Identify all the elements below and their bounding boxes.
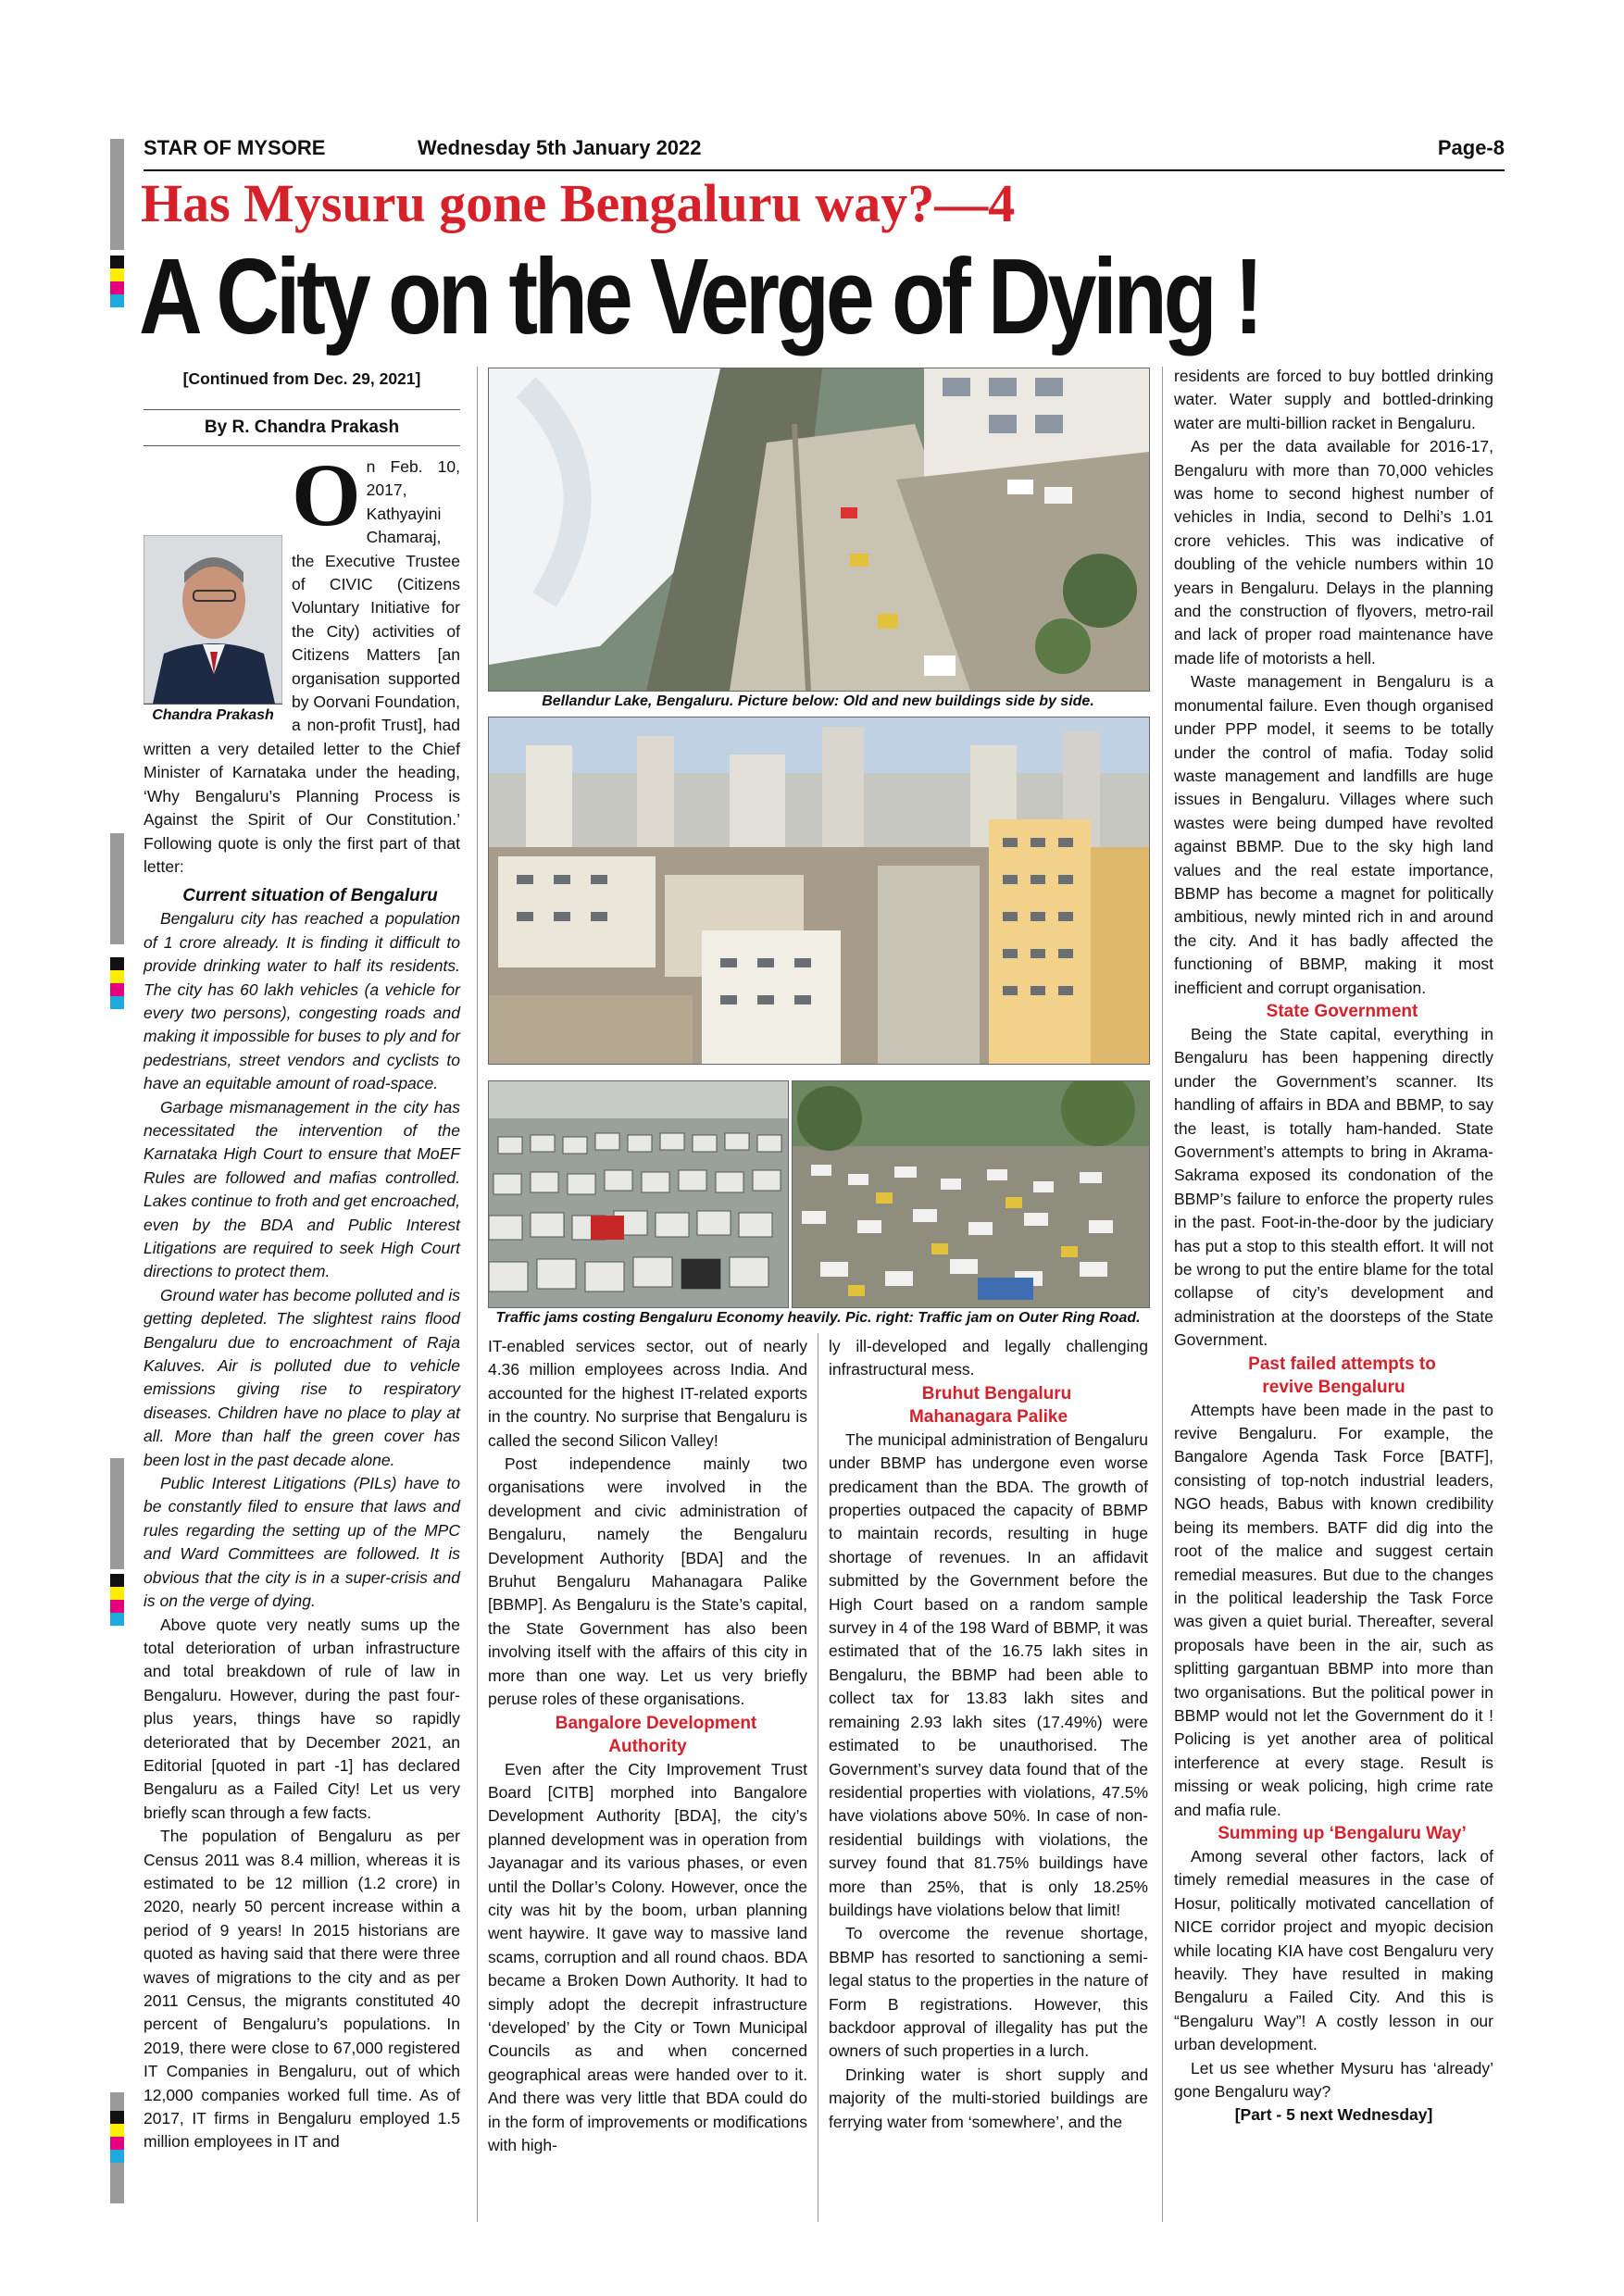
- main-headline: A City on the Verge of Dying !: [139, 236, 1260, 356]
- column-4: [1174, 365, 1493, 2128]
- body-paragraph: Being the State capital, everything in Bengaluru has been happening directly under the Government’s scanner. Its handling of affairs in BDA and BBMP, to say the least, is totally ham-handed. State Government’s attempts to bring in Akrama-Sakrama exposed its condonation of the BBMP’s failure to enforce the property rules in the past. Foot-in-the-door by the judiciary has put a stop to this stealth effort. It will not be wrong to put the entire blame for the total collapse of city’s development and administration at the doorsteps of the State Government.: [1174, 1024, 1493, 1350]
- body-paragraph: ly ill-developed and legally challenging infrastructural mess.: [829, 1337, 1148, 1379]
- registration-bar: [110, 833, 124, 944]
- photo-outer-ring-road: [792, 1080, 1150, 1308]
- caption-top-photo: Bellandur Lake, Bengaluru. Picture below: Old and new buildings side by side.: [542, 693, 1094, 709]
- author-photo-caption: Chandra Prakash: [144, 704, 282, 727]
- subhead-bda: Bangalore Development Authority: [555, 1713, 757, 1756]
- body-paragraph: Let us see whether Mysuru has ‘already’ gone Bengaluru way?: [1174, 2058, 1493, 2102]
- body-paragraph: IT-enabled services sector, out of nearly 4.36 million employees across India. And accounted for the highest IT-related exports in the country. No surprise that Bengaluru is called the second Silicon Valley!: [488, 1337, 807, 1450]
- quote-paragraph: Ground water has become polluted and is getting depleted. The slightest rains flood Bengaluru due to encroachment of Raja Kaluves. Air is polluted due to vehicle emissions giving rise to respiratory diseases. Children have no place to play at all. More than half the green cover has been lost in the past decade alone.: [144, 1285, 460, 1469]
- subhead-bbmp: Bruhut Bengaluru Mahanagara Palike: [908, 1383, 1072, 1427]
- column-2: [488, 1335, 807, 2157]
- quote-paragraph: Public Interest Litigations (PILs) have to be constantly filed to ensure that laws and rules regarding the setting up of the MPC and Ward Committees are followed. It is obvious that the city is in a super-crisis and is on the verge of dying.: [144, 1474, 460, 1611]
- column-3: [829, 1335, 1148, 2134]
- body-paragraph: Among several other factors, lack of timely remedial measures in the case of Hosur, politically motivated cancellation of NICE corridor project and myopic decision while locating KIA have cost Bengaluru very heavily. They have resulted in making Bengaluru a Failed City. And this is “Bengaluru Way”! A costly lesson in our urban development.: [1174, 1846, 1493, 2054]
- subhead-current-situation: Current situation of Bengaluru: [182, 886, 438, 906]
- photo-bellandur-lake: [488, 368, 1150, 692]
- subhead-past-attempts: Past failed attempts to revive Bengaluru: [1248, 1354, 1436, 1397]
- continued-note: [Continued from Dec. 29, 2021]: [182, 369, 421, 388]
- body-paragraph: The municipal administration of Bengaluru under BBMP has undergone even worse predicament than the BDA. The growth of properties outpaced the capacity of BBMP to maintain records, resulting in huge shortage of revenues. In an affidavit submitted by the Government before the High Court based on a random sample survey in 4 of the 198 Ward of BBMP, it was estimated that of the 16.75 lakh sites in Bengaluru, the BBMP had been able to collect tax for 13.83 lakh sites and remaining 2.93 lakh sites (17.49%) were estimated to be unauthorised. The Government’s survey data found that of the residential properties with violations, 47.5% have violations above 50%. In case of non-residential buildings with violations, the survey found that 81.75% buildings have more than 25%, that is only 18.25% buildings have violations below that limit!: [829, 1429, 1148, 1919]
- registration-bar-top: [110, 139, 124, 250]
- quote-paragraph: Bengaluru city has reached a population of 1 crore already. It is finding it difficult to provide drinking water to half its residents. The city has 60 lakh vehicles (a vehicle for every two persons), congesting roads and making it impossible for buses to ply and for pedestrians, street vendors and cyclists to have an equitable amount of road-space.: [144, 909, 460, 1093]
- body-paragraph: Waste management in Bengaluru is a monumental failure. Even though organised under PPP model, it seems to be totally under the control of mafia. Today solid waste management and landfills are huge issues in Bengaluru. Villages where such wastes were being dumped have revolted against BBMP. Due to the sky high land values and the real estate importance, BBMP has become a magnet for politically ambitious, newly minted rich in and around the city. And it has badly affected the functioning of BBMP, making it most inefficient and corrupt organisation.: [1174, 672, 1493, 997]
- color-swatch-strip: [110, 256, 124, 307]
- body-paragraph: The population of Bengaluru as per Census 2011 was 8.4 million, whereas it is estimated to be 12 million (1.2 crore) in 2020, nearly 50 percent increase within a period of 9 years! In 2015 historians are quoted as having said that there were three waves of migrations to the city and as per 2011 Census, the migrants constituted 40 percent of Bengaluru’s populations. In 2019, there were close to 67,000 registered IT Companies in Bengaluru, out of which 12,000 companies worked full time. As of 2017, IT firms in Bengaluru employed 1.5 million employees in IT and: [144, 1827, 460, 2152]
- publication-name: STAR OF MYSORE: [144, 136, 326, 159]
- column-rule: [477, 367, 478, 2222]
- byline: By R. Chandra Prakash: [204, 418, 400, 437]
- author-photo-block: [144, 455, 282, 727]
- color-swatch-strip: [110, 1574, 124, 1626]
- color-swatch-strip: [110, 957, 124, 1009]
- color-swatch-strip: [110, 2111, 124, 2163]
- body-paragraph: Above quote very neatly sums up the total deterioration of urban infrastructure and total breakdown of rule of law in Bengaluru. However, during the past four-plus years, things have so rapidly deteriorated that by December 2021, an Editorial [quoted in part -1] has declared Bengaluru as a Failed City! Let us very briefly scan through a few facts.: [144, 1615, 460, 1822]
- author-photo: [144, 535, 282, 704]
- subhead-summing-up: Summing up ‘Bengaluru Way’: [1218, 1823, 1467, 1843]
- page-header: [144, 132, 1505, 164]
- body-paragraph: Even after the City Improvement Trust Board [CITB] morphed into Bangalore Development Authority [BDA], the city’s planned development was in operation from Jayanagar and its various phases, or even until the Dollar’s Colony. However, once the city was hit by the boom, urban planning went haywire. It gave way to massive land scams, corruption and all round chaos. BDA became a Broken Down Authority. It had to simply adopt the decrepit infrastructure ‘developed’ by the City or Town Municipal Councils as and when concerned geographical areas were handed over to it. And there was very little that BDA could do in the form of improvements or modifications with high-: [488, 1759, 807, 2154]
- body-paragraph: residents are forced to buy bottled drinking water. Water supply and bottled-drinking water are multi-billion racket in Bengaluru.: [1174, 367, 1493, 432]
- body-paragraph: Post independence mainly two organisations were involved in the development and civic administration of Bengaluru, namely the Bengaluru Development Authority [BDA] and the Bruhut Bengaluru Mahanagara Palike [BBMP]. As Bengaluru is the State’s capital, the State Government has also been involving itself with the affairs of this city in more than one way. Let us very briefly peruse roles of these organisations.: [488, 1454, 807, 1709]
- drop-cap: O: [292, 445, 361, 544]
- registration-bar: [110, 1458, 124, 1569]
- header-rule: [144, 169, 1505, 171]
- intro-paragraph: n Feb. 10, 2017, Kathyayini Chamaraj, the Executive Trustee of CIVIC (Citizens Voluntary Initiative for the City) activities of Citizens Matters [an organisation supported by Oorvani Foundation, a non-profit Trust], had written a very detailed letter to the Chief Minister of Karnataka under the heading, ‘Why Bengaluru’s Planning Process is Against the Spirit of Our Constitution.’ Following quote is only the first part of that letter:: [144, 457, 460, 876]
- column-rule: [1162, 367, 1163, 2222]
- kicker-headline: Has Mysuru gone Bengaluru way?—4: [141, 173, 1016, 233]
- photo-traffic-jam: [488, 1080, 789, 1308]
- photo-buildings: [488, 717, 1150, 1065]
- issue-date: Wednesday 5th January 2022: [418, 136, 702, 159]
- continuation-note: [Part - 5 next Wednesday]: [1234, 2105, 1433, 2125]
- body-paragraph: Drinking water is short supply and majority of the multi-storied buildings are ferrying water from ‘somewhere’, and the: [829, 2065, 1148, 2131]
- subhead-state-government: State Government: [1266, 1001, 1418, 1021]
- column-1: [144, 365, 460, 2154]
- body-paragraph: To overcome the revenue shortage, BBMP has resorted to sanctioning a semi-legal status to the properties in the nature of Form B registrations. However, this backdoor approval of illegality has put the owners of such properties in a lurch.: [829, 1924, 1148, 2061]
- quote-paragraph: Garbage mismanagement in the city has necessitated the intervention of the Karnataka High Court to ensure that MoEF Rules are followed and mafias controlled. Lakes continue to froth and get encroached, even by the BDA and Public Interest Litigations are required to seek High Court directions to protect them.: [144, 1097, 460, 1281]
- page-number: Page-8: [1437, 136, 1505, 159]
- body-paragraph: As per the data available for 2016-17, Bengaluru with more than 70,000 vehicles was home to second highest number of vehicles in India, second to Delhi’s 1.01 crore vehicles. This was indicative of doubling of the vehicle numbers within 10 years in Bengaluru. Delays in the planning and the construction of flyovers, metro-rail and lack of proper road maintenance have made life of motorists a hell.: [1174, 437, 1493, 668]
- body-paragraph: Attempts have been made in the past to revive Bengaluru. For example, the Bangalore Agenda Task Force [BATF], consisting of top-notch industrial leaders, NGO heads, Babus with known credibility being its members. BATF did dig into the root of the malice and suggest certain remedial measures. But due to the changes in the political leadership the Task Force was given a quiet burial. Thereafter, several proposals have been in the air, such as splitting gargantuan BBMP into more than two organisations. But the political power in BBMP would not let the Government do it ! Policing is yet another area of political interference at every stage. Result is missing or weak policing, high crime rate and mafia rule.: [1174, 1400, 1493, 1819]
- caption-traffic: Traffic jams costing Bengaluru Economy heavily. Pic. right: Traffic jam on Outer Ring Road.: [495, 1310, 1141, 1326]
